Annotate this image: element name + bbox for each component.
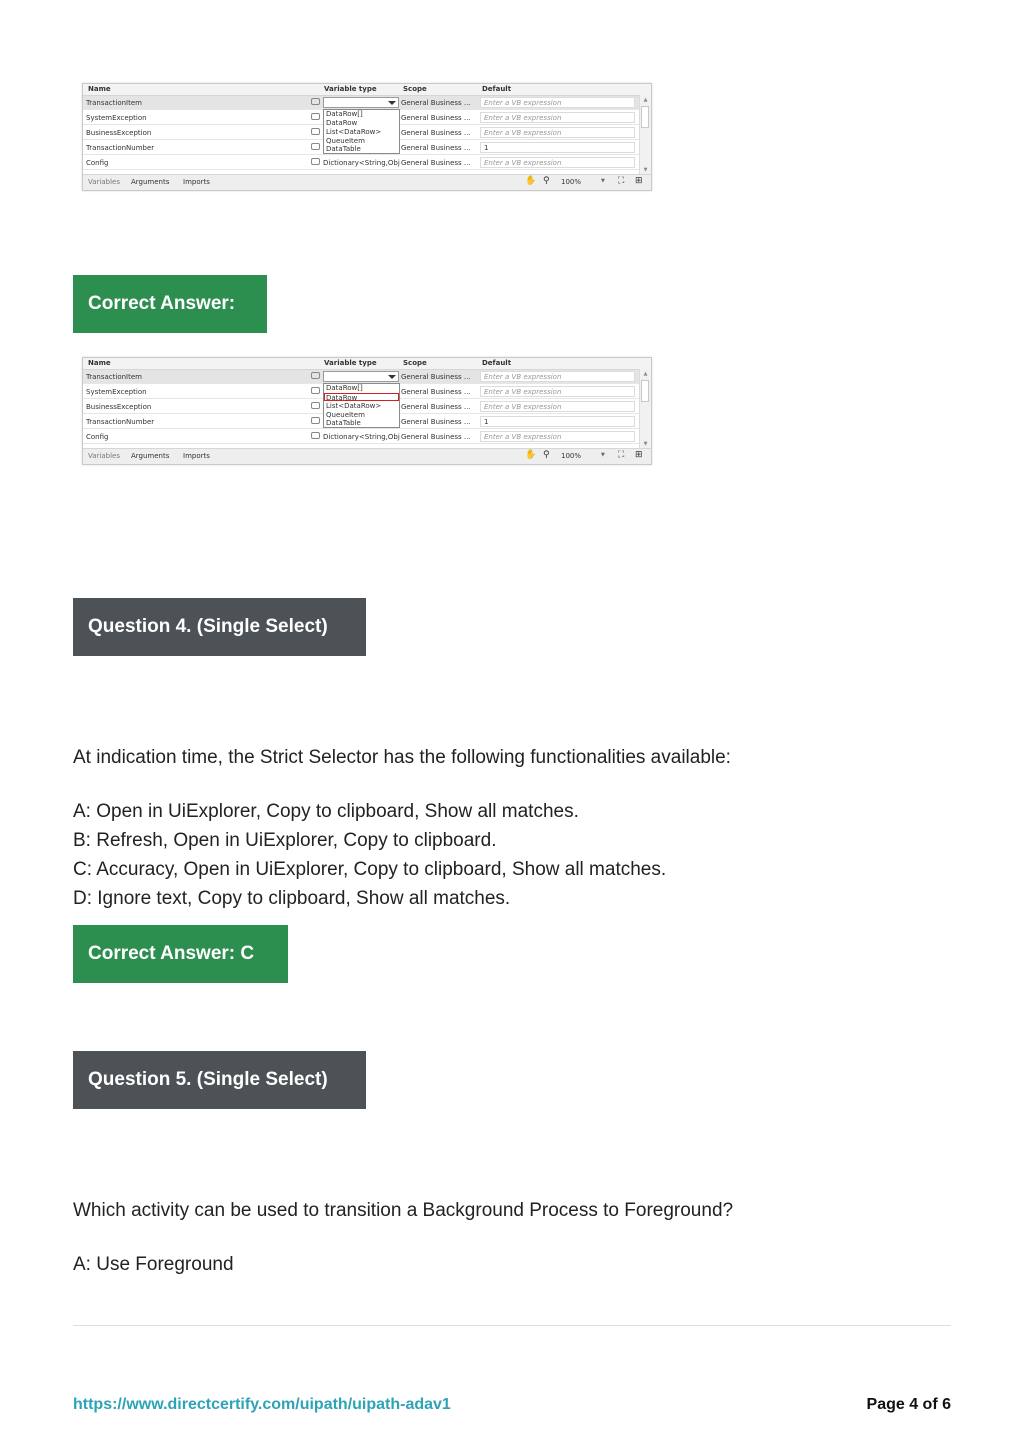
dropdown-option[interactable]: DataTable <box>326 145 361 153</box>
dropdown-option[interactable]: QueueItem <box>326 137 365 145</box>
header-scope: Scope <box>403 359 427 367</box>
question-4-text: At indication time, the Strict Selector has the following functionalities available: <box>73 747 731 768</box>
scroll-down-icon[interactable]: ▼ <box>643 441 648 447</box>
tab-imports[interactable]: Imports <box>183 178 210 186</box>
zoom-level[interactable]: 100% <box>561 178 582 186</box>
variable-type[interactable]: Dictionary<String,Obj <box>323 159 400 167</box>
magnifier-icon[interactable]: ⚲ <box>543 176 550 186</box>
variable-default[interactable]: 1 <box>480 142 635 153</box>
variable-type[interactable]: Dictionary<String,Obj <box>323 433 400 441</box>
question-5-banner: Question 5. (Single Select) <box>73 1051 366 1109</box>
correct-answer-banner: Correct Answer: <box>73 275 267 333</box>
variable-name: TransactionItem <box>86 373 142 381</box>
variable-scope: General Business ... <box>401 99 471 107</box>
variable-type-dropdown[interactable] <box>323 383 400 428</box>
magnifier-icon[interactable]: ⚲ <box>543 450 550 460</box>
scroll-thumb[interactable] <box>641 380 649 402</box>
variable-name: SystemException <box>86 114 147 122</box>
question-5-text: Which activity can be used to transition a Background Process to Foreground? <box>73 1200 734 1221</box>
variable-name: BusinessException <box>86 129 152 137</box>
dropdown-option[interactable]: QueueItem <box>326 411 365 419</box>
tab-variables[interactable]: Variables <box>88 178 120 186</box>
variable-scope: General Business ... <box>401 114 471 122</box>
comment-icon[interactable] <box>311 432 320 439</box>
comment-icon[interactable] <box>311 113 320 120</box>
question-4-option-b: B: Refresh, Open in UiExplorer, Copy to clipboard. <box>73 830 497 851</box>
tab-arguments[interactable]: Arguments <box>131 452 170 460</box>
question-4-option-a: A: Open in UiExplorer, Copy to clipboard, Show all matches. <box>73 801 579 822</box>
variable-row[interactable] <box>83 370 639 384</box>
variable-default[interactable]: 1 <box>480 416 635 427</box>
correct-answer-banner: Correct Answer: C <box>73 925 288 983</box>
header-name: Name <box>88 85 111 93</box>
fit-to-screen-icon[interactable]: ⛶ <box>618 176 625 186</box>
comment-icon[interactable] <box>311 158 320 165</box>
dropdown-option[interactable]: DataRow <box>326 119 358 127</box>
panel-header <box>83 84 651 96</box>
variables-panel-screenshot <box>82 83 652 191</box>
question-4-option-c: C: Accuracy, Open in UiExplorer, Copy to clipboard, Show all matches. <box>73 859 667 880</box>
variable-default[interactable]: Enter a VB expression <box>480 127 635 138</box>
variable-default[interactable]: Enter a VB expression <box>480 371 635 382</box>
dropdown-option[interactable]: DataRow[] <box>326 110 363 118</box>
panel-footer <box>83 174 651 190</box>
dropdown-option[interactable]: DataTable <box>326 419 361 427</box>
hand-tool-icon[interactable]: ✋ <box>525 450 537 460</box>
variable-row[interactable] <box>83 96 639 110</box>
tab-variables[interactable]: Variables <box>88 452 120 460</box>
comment-icon[interactable] <box>311 417 320 424</box>
comment-icon[interactable] <box>311 372 320 379</box>
comment-icon[interactable] <box>311 128 320 135</box>
variable-name: TransactionItem <box>86 99 142 107</box>
comment-icon[interactable] <box>311 143 320 150</box>
variable-default[interactable]: Enter a VB expression <box>480 386 635 397</box>
variable-name: SystemException <box>86 388 147 396</box>
vertical-scrollbar[interactable] <box>639 369 651 449</box>
variable-type-dropdown[interactable] <box>323 109 400 154</box>
fit-to-screen-icon[interactable]: ⛶ <box>618 450 625 460</box>
variable-default[interactable]: Enter a VB expression <box>480 157 635 168</box>
variable-scope: General Business ... <box>401 418 471 426</box>
dropdown-option[interactable]: List<DataRow> <box>326 402 382 410</box>
header-variable-type: Variable type <box>324 359 377 367</box>
variable-name: TransactionNumber <box>86 418 155 426</box>
overview-icon[interactable]: ⊞ <box>635 176 643 186</box>
header-scope: Scope <box>403 85 427 93</box>
variable-scope: General Business ... <box>401 159 471 167</box>
dropdown-option[interactable]: DataRow[] <box>326 384 363 392</box>
dropdown-option-highlighted[interactable]: DataRow <box>324 393 399 401</box>
variable-scope: General Business ... <box>401 129 471 137</box>
comment-icon[interactable] <box>311 402 320 409</box>
panel-footer <box>83 448 651 464</box>
variable-default[interactable]: Enter a VB expression <box>480 97 635 108</box>
zoom-level[interactable]: 100% <box>561 452 582 460</box>
variable-row[interactable] <box>83 430 639 444</box>
tab-arguments[interactable]: Arguments <box>131 178 170 186</box>
variable-name: BusinessException <box>86 403 152 411</box>
header-default: Default <box>482 359 512 367</box>
header-name: Name <box>88 359 111 367</box>
variable-name: Config <box>86 159 109 167</box>
scroll-down-icon[interactable]: ▼ <box>643 167 648 173</box>
chevron-down-icon[interactable] <box>388 375 396 379</box>
scroll-up-icon[interactable]: ▲ <box>643 371 648 377</box>
footer-divider <box>73 1325 951 1326</box>
footer-link[interactable]: https://www.directcertify.com/uipath/uipath-adav1 <box>73 1396 451 1413</box>
variable-default[interactable]: Enter a VB expression <box>480 401 635 412</box>
question-5-option-a: A: Use Foreground <box>73 1254 234 1275</box>
zoom-dropdown-icon[interactable]: ▼ <box>601 452 605 458</box>
variable-default[interactable]: Enter a VB expression <box>480 431 635 442</box>
variable-name: TransactionNumber <box>86 144 155 152</box>
scroll-up-icon[interactable]: ▲ <box>643 97 648 103</box>
variable-name: Config <box>86 433 109 441</box>
variable-default[interactable]: Enter a VB expression <box>480 112 635 123</box>
variable-type-select[interactable] <box>323 97 399 108</box>
hand-tool-icon[interactable]: ✋ <box>525 176 537 186</box>
header-default: Default <box>482 85 512 93</box>
question-4-banner: Question 4. (Single Select) <box>73 598 366 656</box>
variable-row[interactable] <box>83 156 639 170</box>
variable-scope: General Business ... <box>401 388 471 396</box>
tab-imports[interactable]: Imports <box>183 452 210 460</box>
variable-scope: General Business ... <box>401 433 471 441</box>
overview-icon[interactable]: ⊞ <box>635 450 643 460</box>
variables-panel-answer-screenshot <box>82 357 652 465</box>
header-variable-type: Variable type <box>324 85 377 93</box>
chevron-down-icon[interactable] <box>388 101 396 105</box>
comment-icon[interactable] <box>311 387 320 394</box>
question-4-option-d: D: Ignore text, Copy to clipboard, Show all matches. <box>73 888 511 909</box>
variable-scope: General Business ... <box>401 373 471 381</box>
page-number: Page 4 of 6 <box>866 1396 951 1413</box>
comment-icon[interactable] <box>311 98 320 105</box>
vertical-scrollbar[interactable] <box>639 95 651 175</box>
variable-scope: General Business ... <box>401 403 471 411</box>
panel-header <box>83 358 651 370</box>
zoom-dropdown-icon[interactable]: ▼ <box>601 178 605 184</box>
scroll-thumb[interactable] <box>641 106 649 128</box>
dropdown-option[interactable]: List<DataRow> <box>326 128 382 136</box>
variable-type-select[interactable] <box>323 371 399 382</box>
variable-scope: General Business ... <box>401 144 471 152</box>
